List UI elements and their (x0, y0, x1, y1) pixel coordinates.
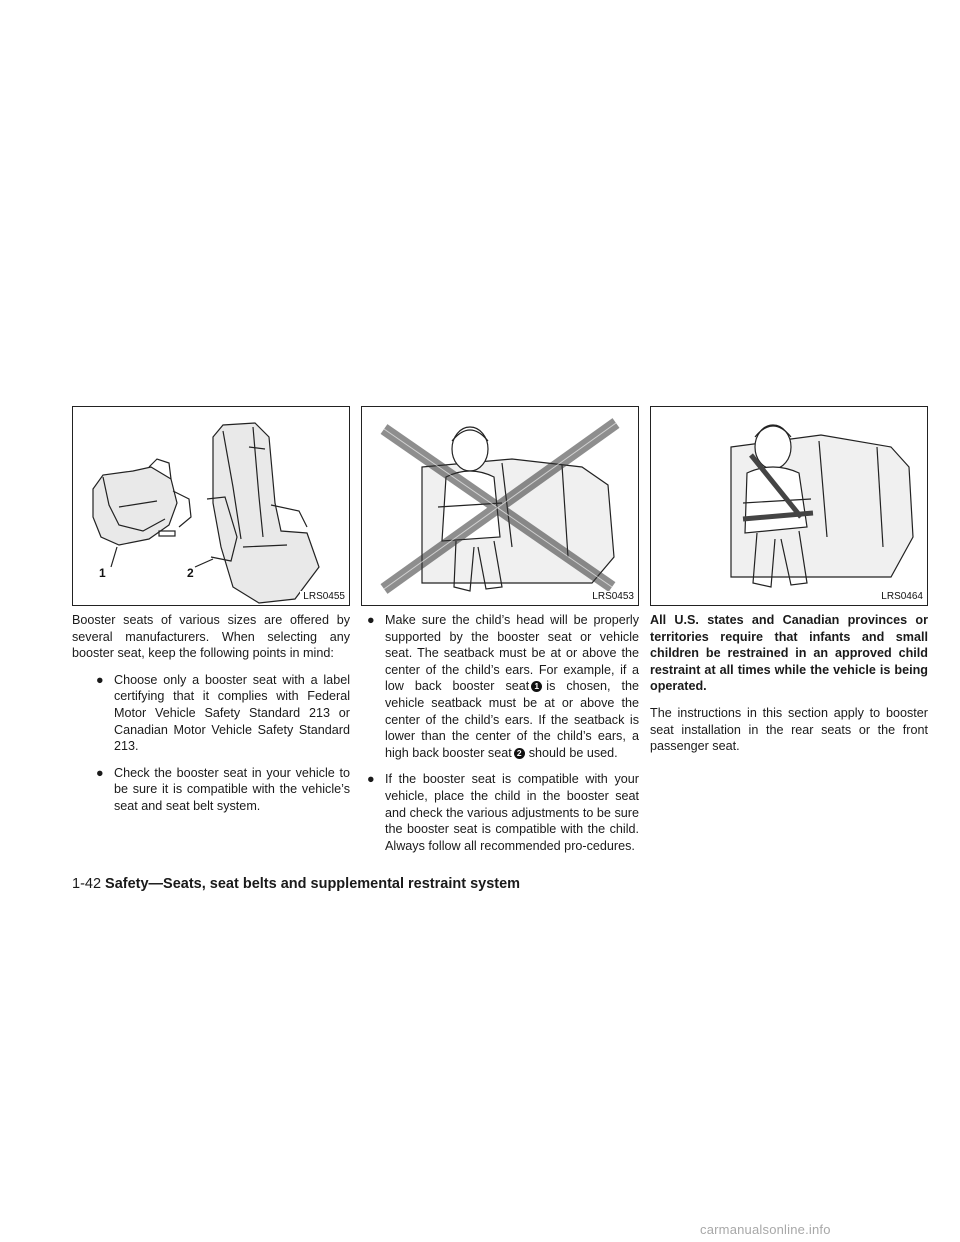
incorrect-booster-illustration (362, 407, 638, 605)
bullet-icon: ● (96, 672, 104, 687)
callout-1: 1 (99, 566, 106, 580)
bullet-icon: ● (367, 772, 375, 787)
page-number: 1-42 (72, 876, 102, 892)
figure-code: LRS0453 (589, 591, 634, 603)
instruction-paragraph: The instructions in this section apply to booster seat installation in the rear seats or the front passenger seat. (650, 705, 928, 754)
figure-code: LRS0464 (878, 591, 923, 603)
list-item-text-c: should be used. (528, 745, 618, 760)
list-item (90, 672, 350, 755)
list-item-text: Check the booster seat in your vehicle to be sure it is compatible with the vehicle’s seat and seat belt system. (114, 765, 350, 813)
text-column-2 (361, 612, 639, 864)
booster-seats-illustration (73, 407, 349, 605)
list-item (361, 612, 639, 761)
list-item-text-b: is chosen, the vehicle seatback must be at or above the center of the child’s ears. If the seatback is lower than the center of the child’s ears, a high back booster seat (385, 679, 639, 760)
list-item-text: If the booster seat is compatible with your vehicle, place the child in the booster seat and check the various adjustments to be sure the booster seat is compatible with the child. Always follow all recommended pro-cedures. (385, 772, 639, 853)
bullet-icon: ● (367, 613, 375, 627)
page-footer (72, 876, 520, 892)
list-item-text-a: Make sure the child’s head will be properly supported by the booster seat or vehicle seat. The seatback must be at or above the center of the child’s ears. For example, if a low back booster seat (385, 613, 639, 694)
bullet-icon: ● (96, 765, 104, 780)
warning-paragraph: All U.S. states and Canadian provinces or territories require that infants and small children be restrained in an approved child restraint at all times while the vehicle is being operated. (650, 613, 928, 694)
figure-incorrect-fit (361, 406, 639, 606)
callout-2: 2 (187, 566, 194, 580)
figure-booster-seats (72, 406, 350, 606)
watermark: carmanualsonline.info (700, 1222, 831, 1237)
intro-paragraph: Booster seats of various sizes are offered by several manufacturers. When selecting any booster seat, keep the following points in mind: (72, 613, 350, 661)
section-title: Safety—Seats, seat belts and supplemental restraint system (105, 876, 521, 892)
correct-booster-illustration (651, 407, 927, 605)
callout-badge-2: 2 (514, 748, 525, 759)
figure-code: LRS0455 (300, 591, 345, 603)
list-item-text: Choose only a booster seat with a label certifying that it complies with Federal Motor Vehicle Safety Standard 213 or Canadian Motor Vehicle Safety Standard 213. (114, 672, 350, 754)
callout-badge-1: 1 (531, 681, 542, 692)
text-column-3 (650, 612, 928, 765)
list-item (90, 765, 350, 815)
figure-correct-fit (650, 406, 928, 606)
text-column-1 (72, 612, 350, 825)
list-item (361, 771, 639, 854)
